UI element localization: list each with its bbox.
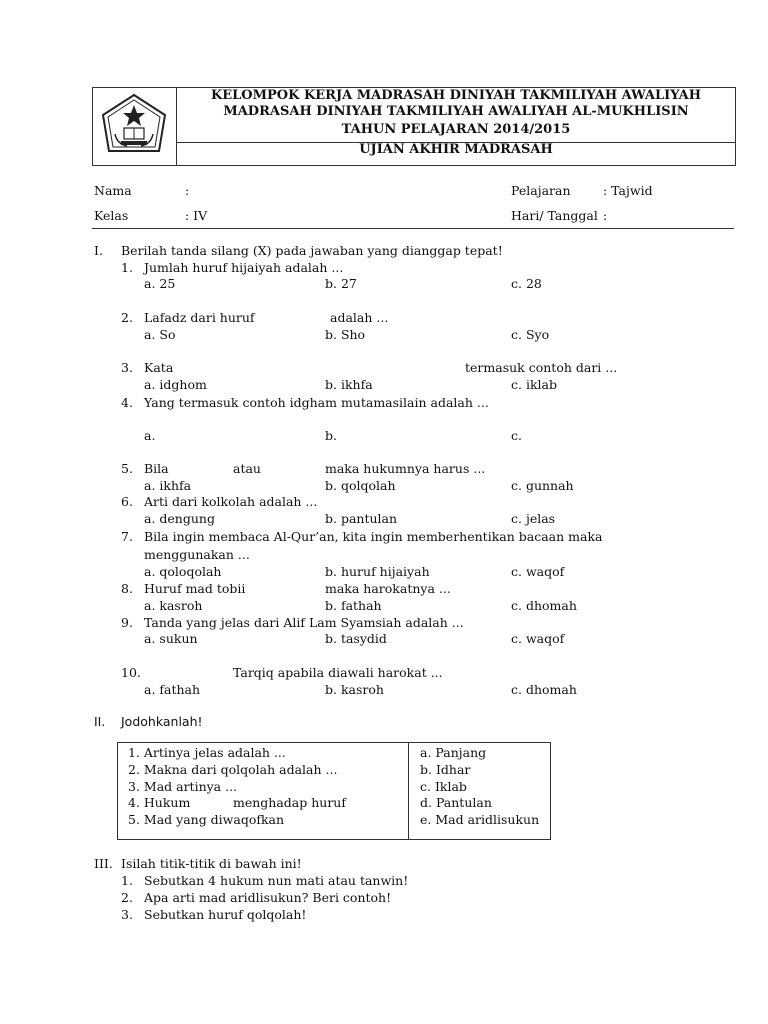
q6-option-a: a. dengung xyxy=(144,511,215,526)
q1-option-b: b. 27 xyxy=(325,276,357,291)
s3-item-2-text: Apa arti mad aridlisukun? Beri contoh! xyxy=(144,890,392,905)
q1-option-a: a. 25 xyxy=(144,276,176,291)
q1-option-c: c. 28 xyxy=(511,276,542,291)
q9-number: 9. xyxy=(121,615,133,630)
nama-label: Nama xyxy=(94,183,132,198)
matching-left-4-continued: menghadap huruf xyxy=(233,795,346,810)
q7-text: Bila ingin membaca Al-Qur’an, kita ingin memberhentikan bacaan maka xyxy=(144,529,603,544)
matching-right-c: c. Iklab xyxy=(420,779,467,794)
q4-option-b: b. xyxy=(325,428,337,443)
q9-text: Tanda yang jelas dari Alif Lam Syamsiah adalah ... xyxy=(144,615,464,630)
q7-option-b: b. huruf hijaiyah xyxy=(325,564,430,579)
q9-option-a: a. sukun xyxy=(144,631,198,646)
q3-text-2: termasuk contoh dari ... xyxy=(465,360,618,375)
matching-left-5: 5. Mad yang diwaqofkan xyxy=(128,812,285,827)
q5-text: Bila xyxy=(144,461,169,476)
q3-option-b: b. ikhfa xyxy=(325,377,373,392)
q5-number: 5. xyxy=(121,461,133,476)
s3-item-3-text: Sebutkan huruf qolqolah! xyxy=(144,907,307,922)
q2-text: Lafadz dari huruf xyxy=(144,310,255,325)
q10-option-a: a. fathah xyxy=(144,682,201,697)
q3-number: 3. xyxy=(121,360,133,375)
section2-instruction: Jodohkanlah! xyxy=(121,714,203,729)
q9-option-b: b. tasydid xyxy=(325,631,387,646)
section3-instruction: Isilah titik-titik di bawah ini! xyxy=(121,856,302,871)
q1-text: Jumlah huruf hijaiyah adalah ... xyxy=(144,260,344,275)
matching-left-4: 4. Hukum xyxy=(128,795,191,810)
q4-text: Yang termasuk contoh idgham mutamasilain adalah ... xyxy=(144,395,489,410)
matching-right-a: a. Panjang xyxy=(420,745,487,760)
q5-text-3: maka hukumnya harus ... xyxy=(325,461,486,476)
q1-number: 1. xyxy=(121,260,133,275)
pelajaran-label: Pelajaran xyxy=(511,183,571,198)
q10-option-c: c. dhomah xyxy=(511,682,577,697)
kelas-value: : IV xyxy=(185,208,208,223)
s3-item-1-text: Sebutkan 4 hukum nun mati atau tanwin! xyxy=(144,873,409,888)
q10-number: 10. xyxy=(121,665,141,680)
q6-number: 6. xyxy=(121,494,133,509)
matching-left-1: 1. Artinya jelas adalah ... xyxy=(128,745,286,760)
q3-option-c: c. iklab xyxy=(511,377,557,392)
q8-text-2: maka harokatnya ... xyxy=(325,581,451,596)
q2-option-b: b. Sho xyxy=(325,327,366,342)
q5-text-2: atau xyxy=(233,461,261,476)
section2-number: II. xyxy=(94,714,106,729)
section3-number: III. xyxy=(94,856,113,871)
pelajaran-value: : Tajwid xyxy=(603,183,653,198)
q2-number: 2. xyxy=(121,310,133,325)
header-box xyxy=(92,87,736,166)
matching-left-2: 2. Makna dari qolqolah adalah ... xyxy=(128,762,338,777)
q5-option-a: a. ikhfa xyxy=(144,478,192,493)
header-line-1: KELOMPOK KERJA MADRASAH DINIYAH TAKMILIYAH AWALIYAH xyxy=(210,88,702,103)
header-line-2: MADRASAH DINIYAH TAKMILIYAH AWALIYAH AL-MUKHLISIN xyxy=(223,104,689,119)
logo-cell xyxy=(93,88,177,165)
s3-item-3-number: 3. xyxy=(121,907,133,922)
q3-text: Kata xyxy=(144,360,174,375)
q8-option-b: b. fathah xyxy=(325,598,382,613)
q7-option-a: a. qoloqolah xyxy=(144,564,222,579)
kelas-label: Kelas xyxy=(94,208,129,223)
matching-right-d: d. Pantulan xyxy=(420,795,492,810)
q6-option-c: c. jelas xyxy=(511,511,556,526)
q7-number: 7. xyxy=(121,529,133,544)
q3-option-a: a. idghom xyxy=(144,377,207,392)
q8-option-c: c. dhomah xyxy=(511,598,577,613)
q8-option-a: a. kasroh xyxy=(144,598,203,613)
q5-option-b: b. qolqolah xyxy=(325,478,396,493)
q8-number: 8. xyxy=(121,581,133,596)
matching-left-3: 3. Mad artinya ... xyxy=(128,779,238,794)
s3-item-2-number: 2. xyxy=(121,890,133,905)
matching-table-divider xyxy=(408,743,409,839)
q5-option-c: c. gunnah xyxy=(511,478,574,493)
q6-text: Arti dari kolkolah adalah ... xyxy=(144,494,318,509)
q7-text-2: menggunakan ... xyxy=(144,547,250,562)
q8-text: Huruf mad tobii xyxy=(144,581,246,596)
s3-item-1-number: 1. xyxy=(121,873,133,888)
header-line-3: TAHUN PELAJARAN 2014/2015 xyxy=(341,122,571,137)
q2-option-a: a. So xyxy=(144,327,176,342)
q6-option-b: b. pantulan xyxy=(325,511,398,526)
nama-value: : xyxy=(185,183,190,198)
q10-option-b: b. kasroh xyxy=(325,682,384,697)
info-rule xyxy=(92,228,734,229)
q2-option-c: c. Syo xyxy=(511,327,550,342)
q4-option-a: a. xyxy=(144,428,156,443)
header-line-4: UJIAN AKHIR MADRASAH xyxy=(359,142,553,157)
q2-text-2: adalah ... xyxy=(330,310,389,325)
q10-text: Tarqiq apabila diawali harokat ... xyxy=(233,665,443,680)
q7-option-c: c. waqof xyxy=(511,564,565,579)
matching-right-e: e. Mad aridlisukun xyxy=(420,812,540,827)
matching-table xyxy=(117,742,551,840)
q4-option-c: c. xyxy=(511,428,522,443)
q4-number: 4. xyxy=(121,395,133,410)
section1-number: I. xyxy=(94,243,103,258)
section1-instruction: Berilah tanda silang (X) pada jawaban yang dianggap tepat! xyxy=(121,243,503,258)
hari-value: : xyxy=(603,208,608,223)
matching-right-b: b. Idhar xyxy=(420,762,471,777)
hari-label: Hari/ Tanggal xyxy=(511,208,598,223)
kemenag-logo-icon xyxy=(93,88,176,165)
q9-option-c: c. waqof xyxy=(511,631,565,646)
